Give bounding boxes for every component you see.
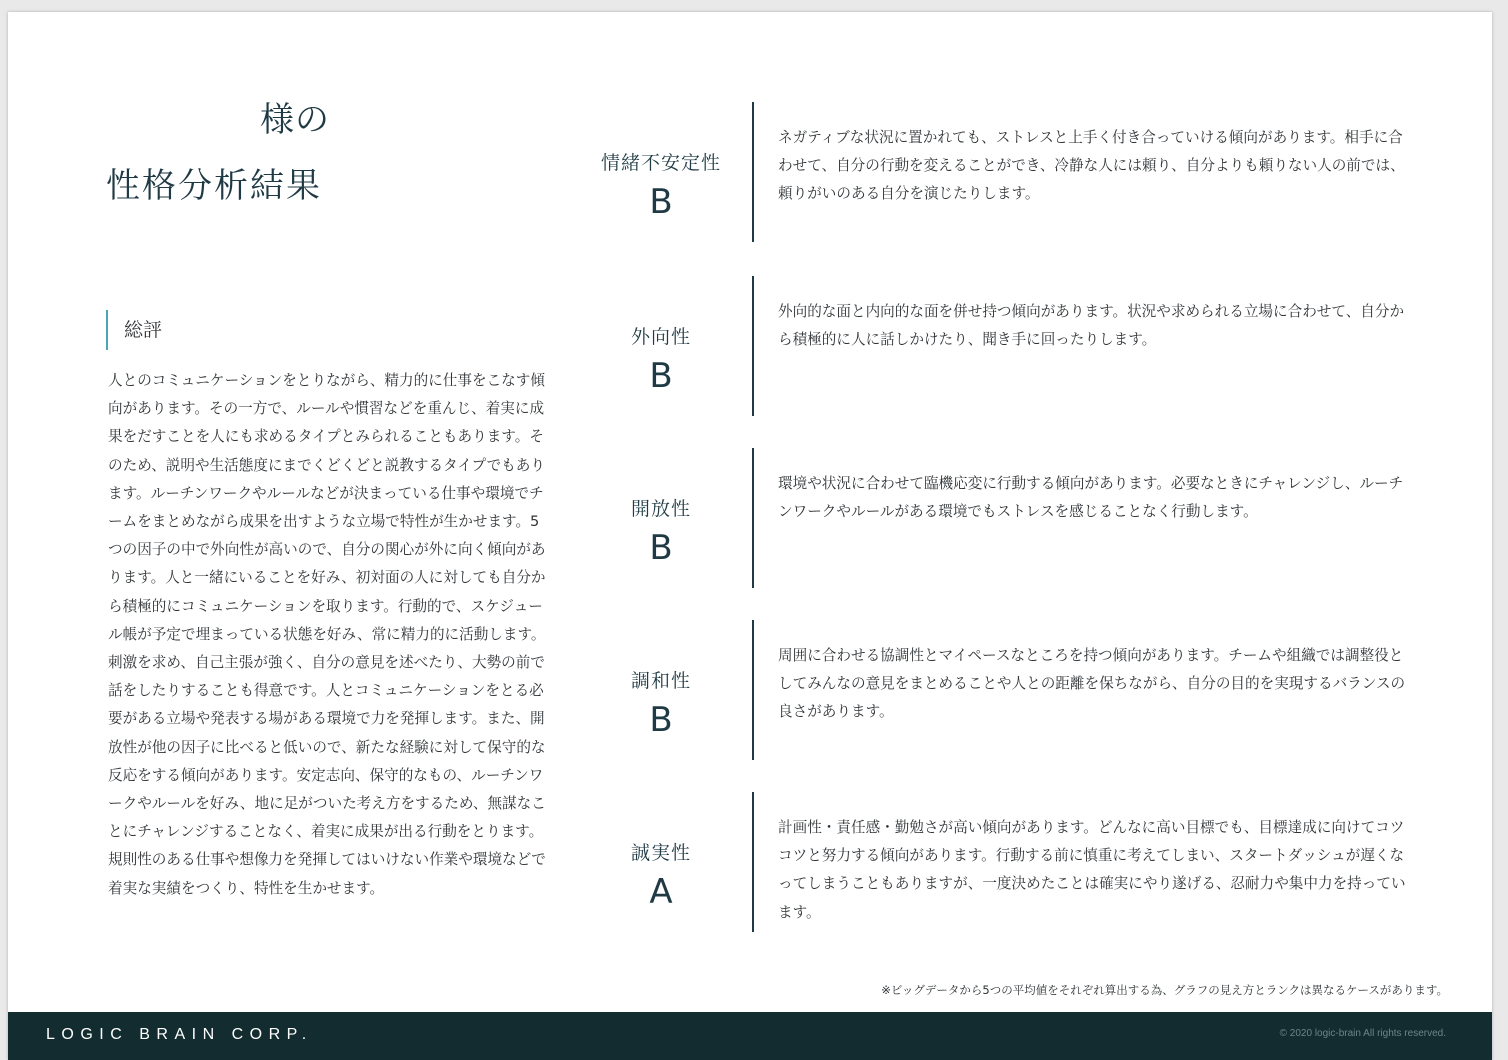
factor-name: 誠実性 [630,842,691,864]
footnote: ※ビッグデータから5つの平均値をそれぞれ算出する為、グラフの見え方とランクは異なるケースがあります。 [881,983,1448,997]
brand-logo-text: LOGIC BRAIN CORP. [46,1026,313,1043]
factor-divider [752,620,754,760]
summary-heading: 総評 [106,310,162,350]
factor-openness [588,475,1492,634]
factor-description: 計画性・責任感・勤勉さが高い傾向があります。どんなに高い目標でも、目標達成に向けてコツコツと努力する傾向があります。行動する前に慎重に考えてしまい、スタートダッシュが遅くなってしまうこともありますが、一度決めたことは確実にやり遂げる、忍耐力や集中力を持っています。 [778,819,1406,921]
factor-conscientiousness [588,819,1492,978]
factor-name: 情緒不安定性 [600,152,721,174]
factor-grade: B [649,182,673,222]
factor-agreeableness [588,647,1492,806]
factor-divider [752,792,754,932]
page-title: 性格分析結果 [106,166,322,206]
factor-name: 外向性 [630,326,691,348]
factor-description: 周囲に合わせる協調性とマイペースなところを持つ傾向があります。チームや組織では調整役としてみんなの意見をまとめることや人との距離を保ちながら、自分の目的を実現するバランスの良さがあります。 [778,647,1406,721]
page-title-name-suffix: 様の [260,100,330,140]
factor-grade: B [649,700,673,740]
factor-neuroticism [588,129,1492,288]
factor-description: 環境や状況に合わせて臨機応変に行動する傾向があります。必要なときにチャレンジし、ルーチンワークやルールがある環境でもストレスを感じることなく行動します。 [778,475,1404,521]
factor-name: 調和性 [630,670,691,692]
factor-divider [752,448,754,588]
factor-grade: A [649,872,673,912]
factor-divider [752,102,754,242]
copyright-text: © 2020 logic-brain All rights reserved. [1279,1028,1446,1039]
factor-divider [752,276,754,416]
factor-grade: B [649,356,673,396]
factor-extraversion [588,303,1492,462]
factor-description: 外向的な面と内向的な面を併せ持つ傾向があります。状況や求められる立場に合わせて、自分から積極的に人に話しかけたり、聞き手に回ったりします。 [778,303,1405,349]
report-page [8,12,1492,1060]
factor-grade: B [649,528,673,568]
footer-bar [8,1012,1492,1060]
summary-body: 人とのコミュニケーションをとりながら、精力的に仕事をこなす傾向があります。その一方で、ルールや慣習などを重んじ、着実に成果をだすことを人にも求めるタイプとみられることもあります。そのため、説明や生活態度にまでくどくどと説教するタイプでもあります。ルーチンワークやルールなどが決まっている仕事や環境でチームをまとめながら成果を出すような立場で特性が生かせます。5つの因子の中で外向性が高いので、自分の関心が外に向く傾向があります。人と一緒にいることを好み、初対面の人に対しても自分から積極的にコミュニケーションを取ります。行動的で、スケジュール帳が予定で埋まっている状態を好み、常に精力的に活動します。刺激を求め、自己主張が強く、自分の意見を述べたり、大勢の前で話をしたりすることも得意です。人とコミュニケーションをとる必要がある立場や発表する場がある環境で力を発揮します。また、開放性が他の因子に比べると低いので、新たな経験に対して保守的な反応をする傾向があります。安定志向、保守的なもの、ルーチンワークやルールを好み、地に足がついた考え方をするため、無謀なことにチャレンジすることなく、着実に成果が出る行動をとります。規則性のある仕事や想像力を発揮してはいけない作業や環境などで着実な実績をつくり、特性を生かせます。 [108,372,546,897]
factor-name: 開放性 [630,498,691,520]
factor-description: ネガティブな状況に置かれても、ストレスと上手く付き合っていける傾向があります。相手に合わせて、自分の行動を変えることができ、冷静な人には頼り、自分よりも頼りない人の前では、頼りがいのある自分を演じたりします。 [778,129,1405,203]
